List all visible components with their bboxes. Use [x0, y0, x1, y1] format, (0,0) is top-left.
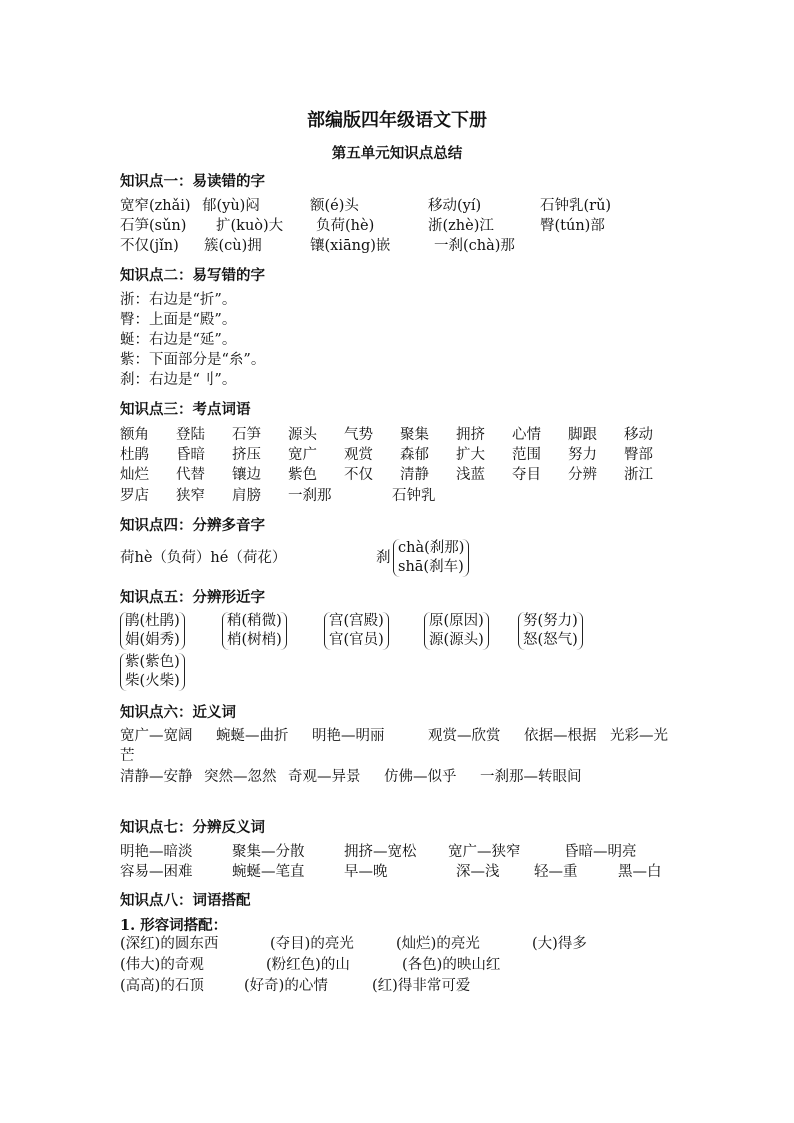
- word: 范围: [512, 447, 541, 463]
- word: 浙江: [624, 467, 653, 483]
- s2-line: 浙：右边是“折”。: [120, 292, 237, 308]
- similar-char-group: [222, 612, 287, 650]
- word: 臀(tún)部: [540, 218, 605, 234]
- word: 移动: [624, 427, 653, 443]
- word: 臀部: [624, 447, 653, 463]
- polyphone-he: 荷hè（负荷）hé（荷花）: [120, 550, 287, 566]
- word: 灿烂: [120, 467, 149, 483]
- word: 挤压: [232, 447, 261, 463]
- word: 负荷(hè): [316, 218, 375, 234]
- word: 一刹(chà)那: [434, 238, 515, 254]
- collocation: (好奇)的心情: [244, 978, 328, 994]
- word: 努力: [568, 447, 597, 463]
- word: 镶边: [232, 467, 261, 483]
- word-pair: 清静—安静: [120, 769, 193, 785]
- word: 移动(yí): [428, 198, 482, 214]
- word: 分辨: [568, 467, 597, 483]
- collocation: (各色)的映山红: [402, 957, 501, 973]
- section-5-heading: 知识点五：分辨形近字: [120, 589, 265, 606]
- section-3-heading: 知识点三：考点词语: [120, 401, 251, 418]
- s2-line: 刹：右边是“刂”。: [120, 372, 237, 388]
- word-pair: 明艳—明丽: [312, 728, 385, 744]
- word: 官(官员): [329, 632, 384, 648]
- word-pair: 一刹那—转眼间: [480, 769, 582, 785]
- collocation: (高高)的石顶: [120, 978, 204, 994]
- word: 紫色: [288, 467, 317, 483]
- word-pair: 明艳—暗淡: [120, 844, 193, 860]
- section-2-heading: 知识点二：易写错的字: [120, 267, 265, 284]
- similar-char-group: [424, 612, 489, 650]
- word-pair: 突然—忽然: [204, 769, 277, 785]
- word-pair: 光彩—光: [610, 728, 668, 744]
- word-pair: 深—浅: [456, 864, 500, 880]
- word: 聚集: [400, 427, 429, 443]
- word: 扩(kuò)大: [216, 218, 284, 234]
- word: 昏暗: [176, 447, 205, 463]
- word: 浙(zhè)江: [428, 218, 494, 234]
- word: 脚跟: [568, 427, 597, 443]
- word: 宫(宫殿): [329, 613, 384, 629]
- s6-line-1-wrap: 芒: [120, 748, 135, 764]
- word: 森郁: [400, 447, 429, 463]
- document-subtitle: 第五单元知识点总结: [331, 145, 463, 162]
- collocation: (粉红色)的山: [266, 957, 350, 973]
- reading: chà(刹那): [398, 540, 465, 556]
- word-pair: 轻—重: [534, 864, 578, 880]
- word: 杜鹃: [120, 447, 149, 463]
- word: 额(é)头: [310, 198, 359, 214]
- section-1-heading: 知识点一：易读错的字: [120, 173, 265, 190]
- word: 梢(树梢): [227, 632, 282, 648]
- word: 鹃(杜鹃): [125, 613, 180, 629]
- word: 稍(稍微): [227, 613, 282, 629]
- word-pair: 宽广—狭窄: [448, 844, 521, 860]
- word: 气势: [344, 427, 373, 443]
- reading: shā(刹车): [398, 559, 464, 575]
- word: 观赏: [344, 447, 373, 463]
- word-pair: 容易—困难: [120, 864, 193, 880]
- word: 夺目: [512, 467, 541, 483]
- polyphone-cha-char: 刹: [376, 550, 391, 566]
- word: 扩大: [456, 447, 485, 463]
- word: 宽广: [288, 447, 317, 463]
- word: 不仅: [344, 467, 373, 483]
- word: 狭窄: [176, 488, 205, 504]
- section-7-heading: 知识点七：分辨反义词: [120, 819, 265, 836]
- word: 娟(娟秀): [125, 632, 180, 648]
- word: 石笋(sǔn): [120, 218, 187, 234]
- word-pair: 聚集—分散: [232, 844, 305, 860]
- word: 一刹那: [288, 488, 332, 504]
- word: 簇(cù)拥: [204, 238, 262, 254]
- word: 努(努力): [523, 613, 578, 629]
- collocation: (灿烂)的亮光: [396, 936, 480, 952]
- word: 郁(yù)闷: [202, 198, 260, 214]
- word: 源(源头): [429, 632, 484, 648]
- collocation: (大)得多: [532, 936, 587, 952]
- similar-char-group: [120, 612, 185, 650]
- section-8-heading: 知识点八：词语搭配: [120, 892, 251, 909]
- s8-subheading: 1. 形容词搭配：: [120, 917, 228, 934]
- word: 拥挤: [456, 427, 485, 443]
- word: 浅蓝: [456, 467, 485, 483]
- collocation: (伟大)的奇观: [120, 957, 204, 973]
- word-pair: 蜿蜒—曲折: [216, 728, 289, 744]
- word: 罗店: [120, 488, 149, 504]
- word: 宽窄(zhǎi): [120, 198, 191, 214]
- word-pair: 仿佛—似乎: [384, 769, 457, 785]
- word-pair: 奇观—异景: [288, 769, 361, 785]
- s2-line: 蜒：右边是“延”。: [120, 332, 237, 348]
- word: 柴(火柴): [125, 673, 180, 689]
- collocation: (红)得非常可爱: [372, 978, 471, 994]
- word-pair: 依据—根据: [524, 728, 597, 744]
- word-pair: 黑—白: [618, 864, 662, 880]
- word: 清静: [400, 467, 429, 483]
- word: 代替: [176, 467, 205, 483]
- word: 镶(xiāng)嵌: [310, 238, 391, 254]
- document-title: 部编版四年级语文下册: [307, 110, 487, 131]
- word: 源头: [288, 427, 317, 443]
- word: 心情: [512, 427, 541, 443]
- section-6-heading: 知识点六：近义词: [120, 704, 236, 721]
- word: 紫(紫色): [125, 654, 180, 670]
- word: 怒(怒气): [523, 632, 578, 648]
- similar-char-group: [518, 612, 583, 650]
- word: 登陆: [176, 427, 205, 443]
- word-pair: 早—晚: [344, 864, 388, 880]
- word-pair: 昏暗—明亮: [564, 844, 637, 860]
- collocation: (夺目)的亮光: [270, 936, 354, 952]
- similar-char-group: [120, 653, 185, 691]
- word-pair: 蜿蜒—笔直: [232, 864, 305, 880]
- s2-line: 臀：上面是“殿”。: [120, 312, 237, 328]
- word-pair: 拥挤—宽松: [344, 844, 417, 860]
- word: 原(原因): [429, 613, 484, 629]
- polyphone-cha-readings: [393, 539, 469, 577]
- word-pair: 观赏—欣赏: [428, 728, 501, 744]
- word: 石笋: [232, 427, 261, 443]
- section-4-heading: 知识点四：分辨多音字: [120, 517, 265, 534]
- s2-line: 紫：下面部分是“糸”。: [120, 352, 266, 368]
- word: 不仅(jǐn): [120, 238, 179, 254]
- word: 额角: [120, 427, 149, 443]
- word-pair: 宽广—宽阔: [120, 728, 193, 744]
- word: 石钟乳(rǔ): [540, 198, 612, 214]
- similar-char-group: [324, 612, 389, 650]
- collocation: (深红)的圆东西: [120, 936, 219, 952]
- word: 石钟乳: [392, 488, 436, 504]
- word: 肩膀: [232, 488, 261, 504]
